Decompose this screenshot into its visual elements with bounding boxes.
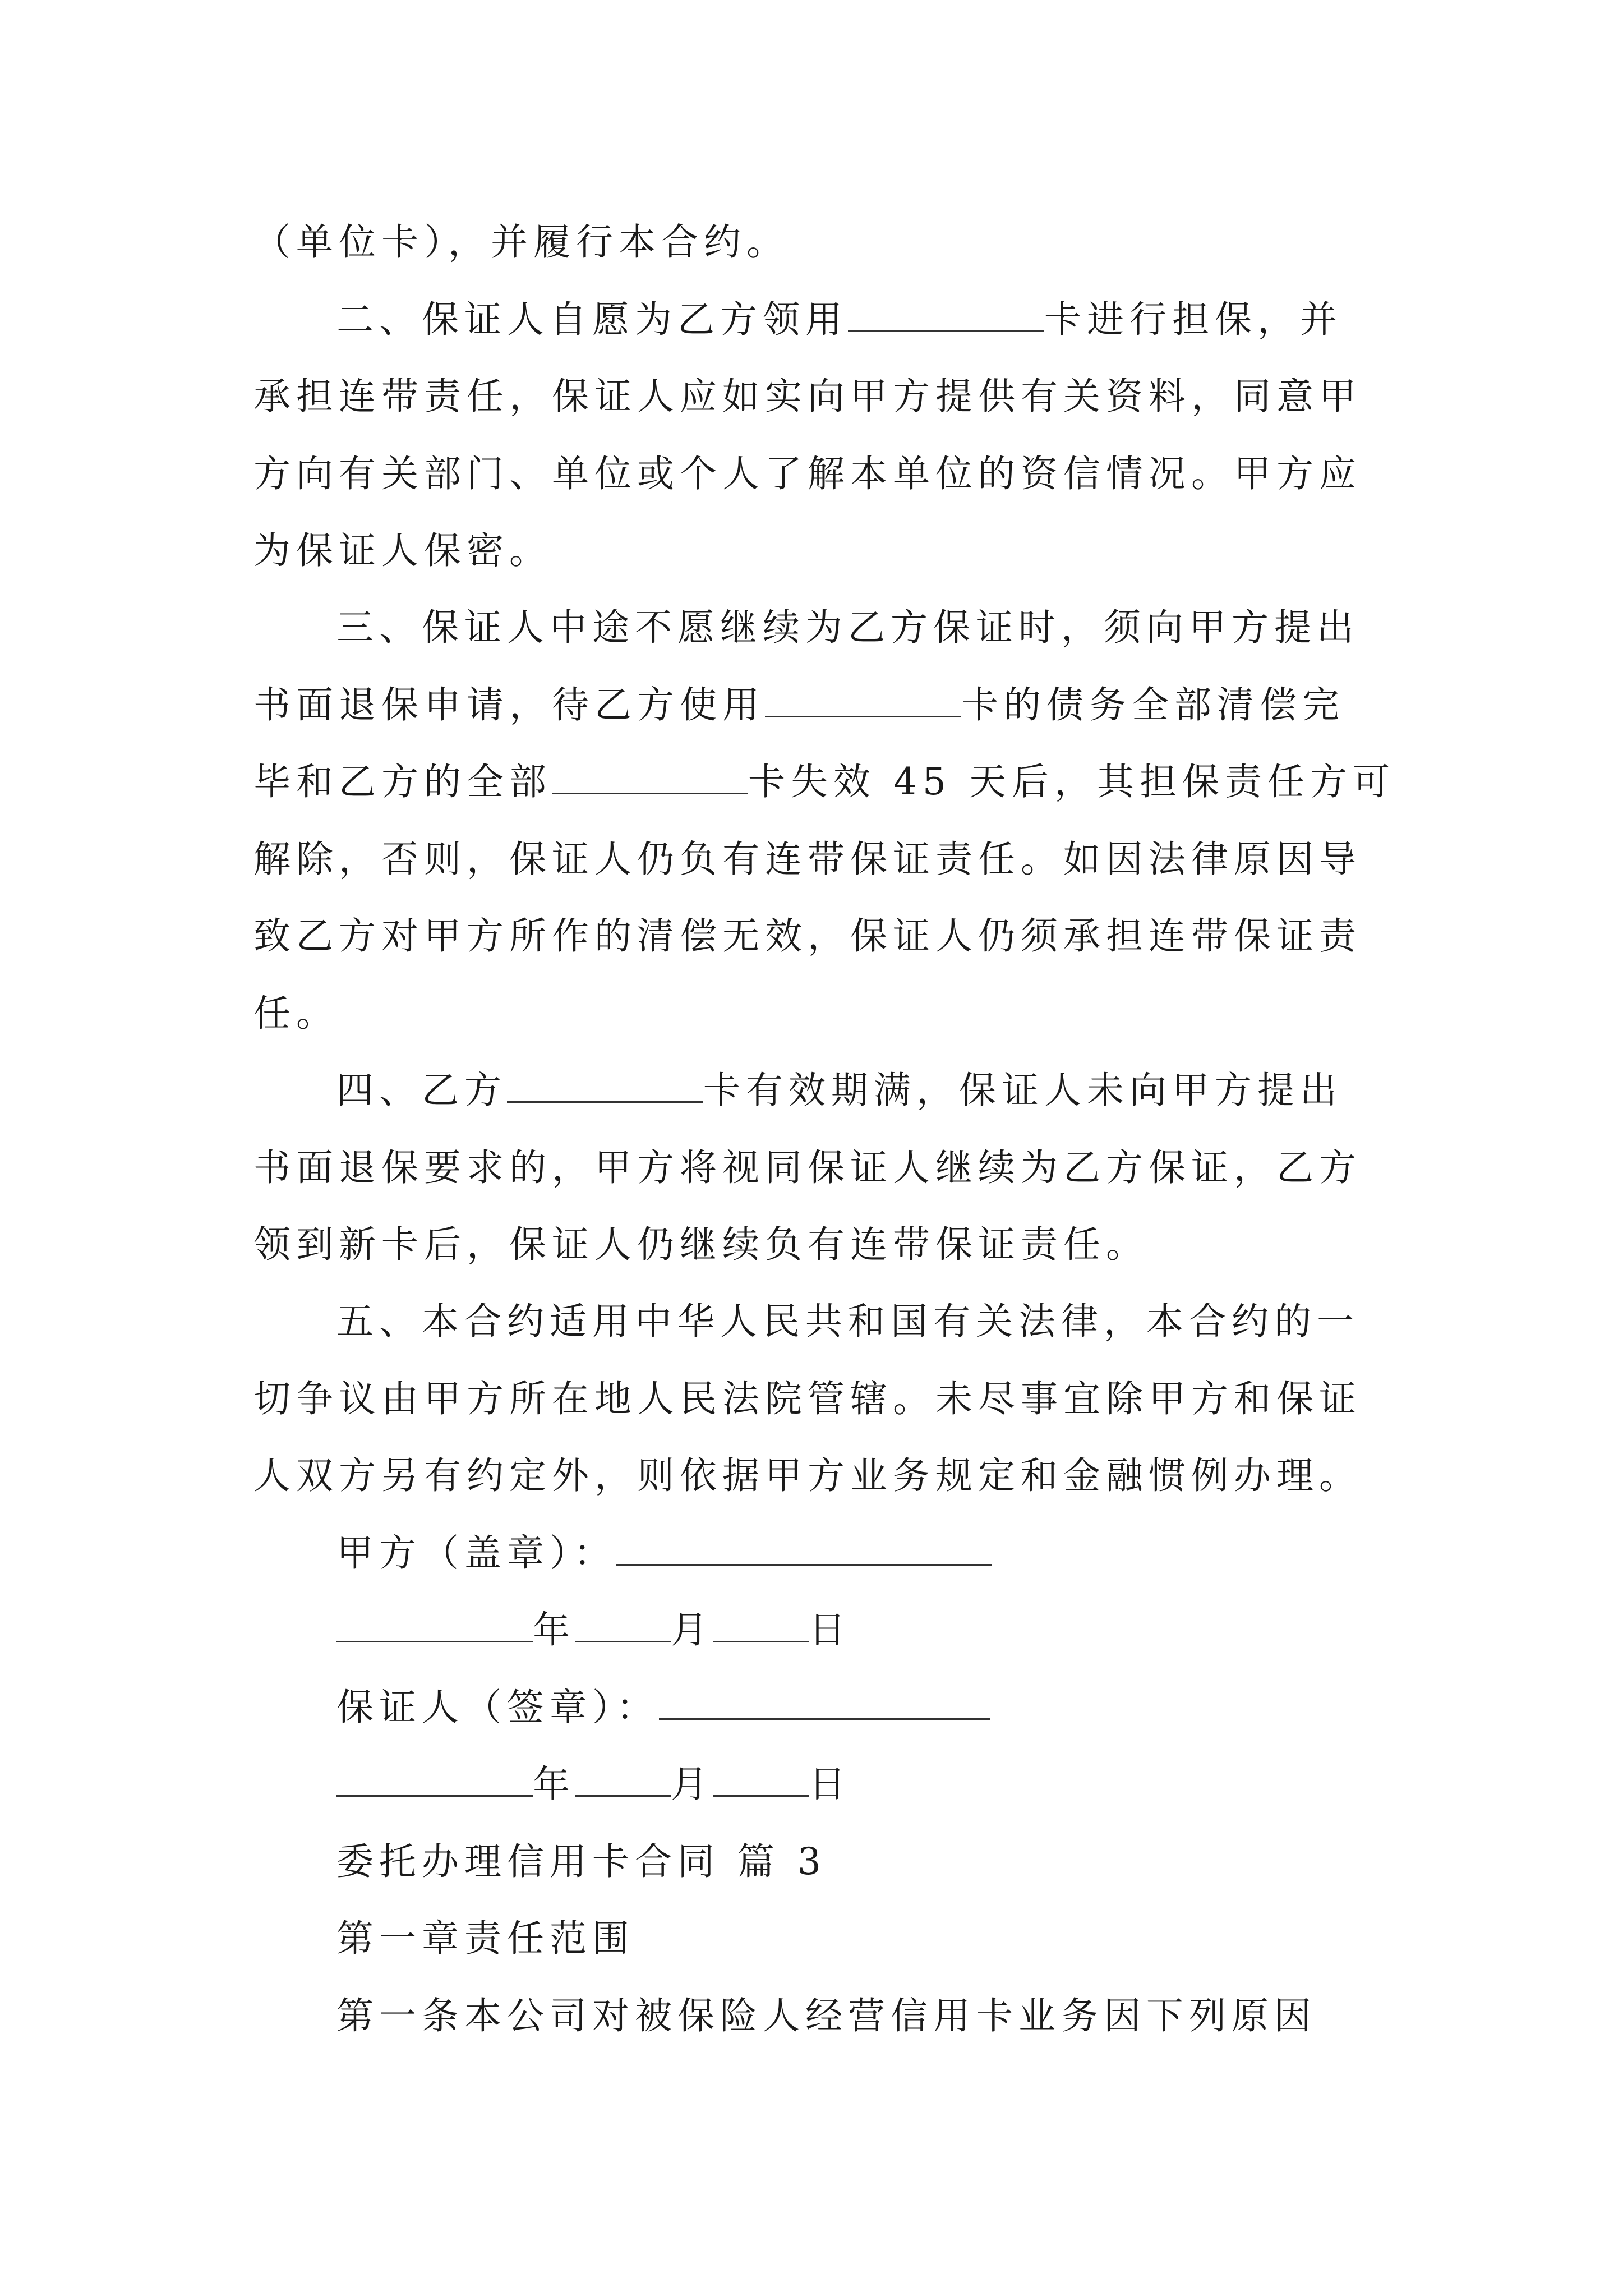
text: 卡失效 45 天后，其担保责任方可: [748, 760, 1395, 803]
text: 任。: [253, 992, 339, 1035]
text: 解除，否则，保证人仍负有连带保证责任。如因法律原因导: [253, 838, 1362, 881]
paragraph-line: [253, 760, 1395, 804]
day-blank[interactable]: [713, 1608, 809, 1642]
article-line: [336, 1994, 1317, 2039]
text: 毕和乙方的全部: [253, 760, 552, 803]
guarantor-sign-line: [336, 1685, 990, 1730]
text: 方向有关部门、单位或个人了解本单位的资信情况。甲方应: [253, 452, 1362, 495]
paragraph-line: [253, 1222, 1149, 1267]
chapter-heading: [336, 1916, 635, 1961]
text: 四、乙方: [336, 1069, 507, 1112]
party-a-date-line: [336, 1608, 851, 1653]
card-name-blank[interactable]: [507, 1069, 703, 1103]
paragraph-line: [253, 837, 1362, 882]
day-blank[interactable]: [713, 1763, 809, 1797]
month-blank[interactable]: [575, 1763, 671, 1797]
day-label: 日: [809, 1608, 851, 1651]
day-label: 日: [809, 1763, 851, 1806]
text: 人双方另有约定外，则依据甲方业务规定和金融惯例办理。: [253, 1454, 1362, 1497]
text: 卡进行担保，并: [1044, 298, 1343, 341]
text: 书面退保申请，待乙方使用: [253, 683, 765, 726]
text: 二、保证人自愿为乙方领用: [336, 298, 848, 341]
party-a-label: 甲方（盖章）：: [336, 1531, 616, 1575]
paragraph-line: [253, 1145, 1362, 1190]
paragraph-line: [253, 220, 789, 265]
paragraph-line: [253, 1377, 1362, 1421]
month-label: 月: [671, 1608, 713, 1651]
party-a-seal-blank[interactable]: [616, 1531, 992, 1566]
guarantor-label: 保证人（签章）：: [336, 1686, 659, 1729]
text: 委托办理信用卡合同 篇 3: [336, 1840, 827, 1883]
year-blank[interactable]: [336, 1763, 533, 1797]
paragraph-line: [253, 374, 1362, 419]
year-label: 年: [533, 1608, 575, 1651]
text: 书面退保要求的，甲方将视同保证人继续为乙方保证，乙方: [253, 1146, 1362, 1189]
paragraph-line: [253, 1453, 1362, 1498]
card-name-blank[interactable]: [848, 298, 1044, 332]
text: 第一章责任范围: [336, 1917, 635, 1960]
paragraph-line: [253, 914, 1362, 959]
month-blank[interactable]: [575, 1608, 671, 1642]
year-label: 年: [533, 1763, 575, 1806]
section-title: [336, 1839, 827, 1884]
text: 领到新卡后，保证人仍继续负有连带保证责任。: [253, 1223, 1149, 1266]
text: 为保证人保密。: [253, 529, 552, 572]
text: 第一条本公司对被保险人经营信用卡业务因下列原因: [336, 1994, 1317, 2037]
text: 三、保证人中途不愿继续为乙方保证时，须向甲方提出: [336, 606, 1359, 649]
guarantor-date-line: [336, 1762, 851, 1807]
text: 切争议由甲方所在地人民法院管辖。未尽事宜除甲方和保证: [253, 1377, 1362, 1420]
paragraph-line: [253, 991, 339, 1036]
month-label: 月: [671, 1763, 713, 1806]
text: 承担连带责任，保证人应如实向甲方提供有关资料，同意甲: [253, 375, 1362, 418]
text: 卡有效期满，保证人未向甲方提出: [703, 1069, 1343, 1112]
guarantor-sign-blank[interactable]: [659, 1686, 990, 1720]
text: 卡的债务全部清偿完: [961, 683, 1345, 726]
card-name-blank[interactable]: [765, 683, 961, 717]
clause-2-line: [336, 297, 1343, 342]
paragraph-line: [253, 683, 1345, 728]
paragraph-line: [253, 528, 552, 573]
party-a-seal-line: [336, 1531, 992, 1576]
clause-5-line: [336, 1299, 1359, 1344]
clause-4-line: [336, 1068, 1343, 1113]
text: 五、本合约适用中华人民共和国有关法律，本合约的一: [336, 1300, 1359, 1343]
text: （单位卡），并履行本合约。: [253, 220, 789, 264]
text: 致乙方对甲方所作的清偿无效，保证人仍须承担连带保证责: [253, 914, 1362, 958]
clause-3-line: [336, 605, 1359, 650]
paragraph-line: [253, 452, 1362, 496]
year-blank[interactable]: [336, 1608, 533, 1642]
card-name-blank[interactable]: [552, 760, 748, 794]
